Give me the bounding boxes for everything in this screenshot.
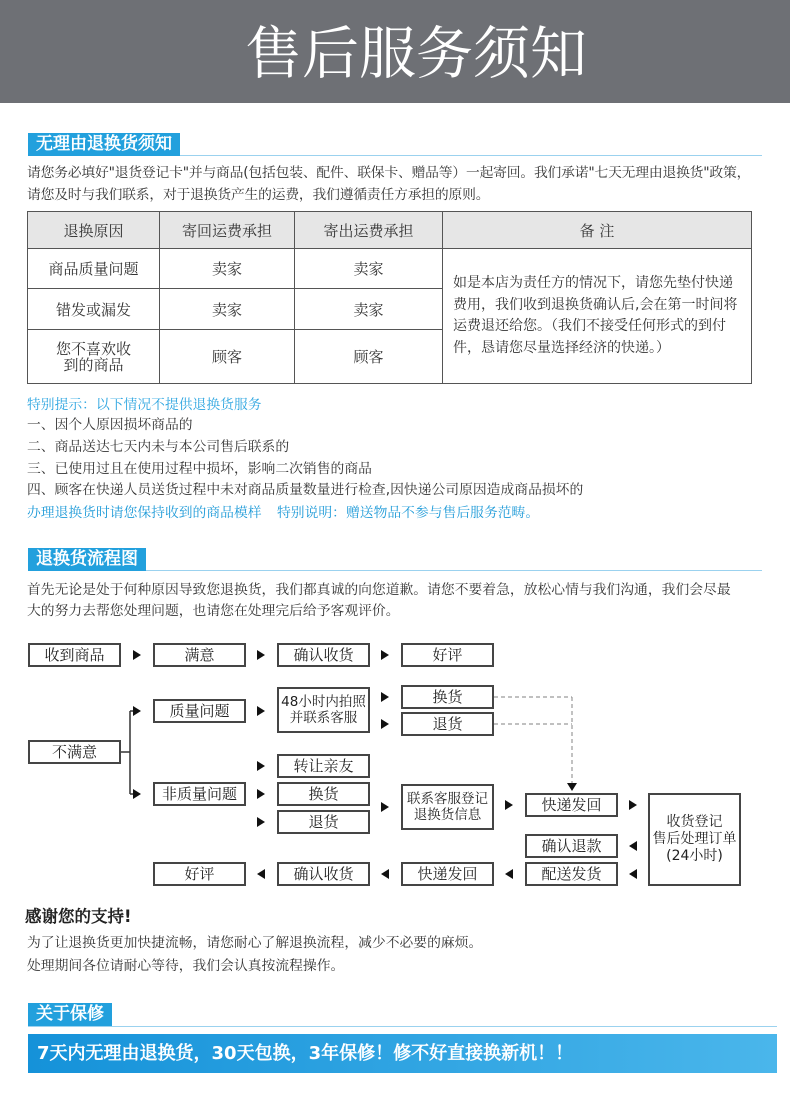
note-line: 费用，我们收到退换货确认后,会在第一时间将: [453, 296, 738, 313]
table-row: [28, 249, 752, 289]
arrow-left-icon: [629, 841, 637, 851]
page-title: 售后服务须知: [245, 21, 587, 87]
arrow-right-icon: [257, 789, 265, 799]
shipping-cost-table: [27, 211, 752, 384]
table-cell-reason: 商品质量问题: [28, 249, 160, 289]
flow-step-good-review: 好评: [401, 643, 494, 667]
table-header-cell: 退换原因: [28, 212, 160, 249]
note-line: 如是本店为责任方的情况下，请您先垫付快递: [453, 275, 733, 291]
table-header-row: [28, 212, 752, 249]
arrow-right-icon: [133, 650, 141, 660]
flow-step-exchange: 换货: [401, 685, 494, 709]
flow-step-confirm-receipt: 确认收货: [277, 643, 370, 667]
note-line: 件，恳请您尽量选择经济的快递。）: [453, 339, 670, 356]
arrow-left-icon: [505, 869, 513, 879]
arrow-right-icon: [257, 761, 265, 771]
flow-step-confirm-refund: 确认退款: [525, 834, 618, 858]
arrow-right-icon: [381, 692, 389, 702]
note-line: 运费退还给您。（我们不接受任何形式的到付: [453, 318, 726, 334]
arrow-left-icon: [381, 869, 389, 879]
flow-step-photo-contact: 48小时内拍照 并联系客服: [277, 687, 370, 733]
dashed-connector: [494, 697, 572, 784]
table-header-cell: 寄出运费承担: [295, 212, 443, 249]
flow-step-satisfied: 满意: [153, 643, 246, 667]
arrow-right-icon: [133, 706, 141, 716]
notice-item: 二、商品送达七天内未与本公司售后联系的: [27, 439, 290, 455]
table-cell-return-shipping: 卖家: [160, 289, 295, 330]
table-cell-note: [443, 249, 752, 384]
thanks-title: 感谢您的支持!: [25, 907, 132, 926]
arrow-right-icon: [629, 800, 637, 810]
notice-title: 特别提示：以下情况不提供退换货服务: [27, 397, 262, 413]
arrow-right-icon: [257, 706, 265, 716]
flow-step-return: 退货: [401, 712, 494, 736]
bracket-connector: [121, 711, 133, 794]
arrow-right-icon: [505, 800, 513, 810]
arrow-left-icon: [629, 869, 637, 879]
notice-footer: 办理退换货时请您保持收到的商品模样: [27, 505, 262, 521]
flow-step-return-2: 退货: [277, 810, 370, 834]
process-intro-text: 大的努力去帮您处理问题，也请您在处理完后给予客观评价。: [27, 603, 400, 619]
flow-step-ship-out: 配送发货: [525, 862, 618, 886]
table-cell-reason: 您不喜欢收 到的商品: [28, 330, 160, 384]
arrow-right-icon: [257, 650, 265, 660]
header-banner: [0, 0, 790, 103]
table-header-cell: 备 注: [443, 212, 752, 249]
arrow-right-icon: [381, 719, 389, 729]
flow-step-register-process: 收货登记 售后处理订单 (24小时): [648, 793, 741, 886]
flow-step-good-review-2: 好评: [153, 862, 246, 886]
arrow-left-icon: [257, 869, 265, 879]
thanks-text: 为了让退换货更加快捷流畅，请您耐心了解退换流程，减少不必要的麻烦。: [27, 935, 483, 951]
intro-text: 请您务必填好"退货登记卡"并与商品(包括包装、配件、联保卡、赠品等）一起寄回。我们承诺"七天无理由退换货"政策，: [27, 165, 751, 181]
flow-step-received: 收到商品: [28, 643, 121, 667]
notice-item: 一、因个人原因损坏商品的: [27, 417, 193, 433]
arrow-right-icon: [381, 650, 389, 660]
warranty-banner: 7天内无理由退换货，30天包换，3年保修！修不好直接换新机！！: [28, 1034, 777, 1073]
notice-item: 三、已使用过且在使用过程中损坏，影响二次销售的商品: [27, 461, 372, 477]
notice-footer-special: 特别说明：赠送物品不参与售后服务范畴。: [277, 505, 540, 521]
table-cell-outbound-shipping: 卖家: [295, 289, 443, 330]
section-label-warranty: 关于保修: [28, 1003, 112, 1026]
flow-step-exchange-2: 换货: [277, 782, 370, 806]
flow-step-confirm-receipt-2: 确认收货: [277, 862, 370, 886]
flow-step-transfer-to-friend: 转让亲友: [277, 754, 370, 778]
arrow-right-icon: [257, 817, 265, 827]
arrow-down-icon: [567, 783, 577, 791]
table-cell-outbound-shipping: 顾客: [295, 330, 443, 384]
flow-step-quality-issue: 质量问题: [153, 699, 246, 723]
table-cell-reason: 错发或漏发: [28, 289, 160, 330]
flow-step-unsatisfied: 不满意: [28, 740, 121, 764]
table-cell-return-shipping: 卖家: [160, 249, 295, 289]
table-cell-return-shipping: 顾客: [160, 330, 295, 384]
thanks-text: 处理期间各位请耐心等待，我们会认真按流程操作。: [27, 958, 345, 974]
section-divider: [28, 1026, 777, 1027]
arrow-right-icon: [381, 802, 389, 812]
section-label-return-policy: 无理由退换货须知: [28, 133, 180, 156]
flow-step-non-quality-issue: 非质量问题: [153, 782, 246, 806]
flow-step-register-info: 联系客服登记 退换货信息: [401, 784, 494, 830]
notice-item: 四、顾客在快递人员送货过程中未对商品质量数量进行检查,因快递公司原因造成商品损坏的: [27, 482, 584, 498]
table-header-cell: 寄回运费承担: [160, 212, 295, 249]
table-cell-outbound-shipping: 卖家: [295, 249, 443, 289]
intro-text: 请您及时与我们联系，对于退换货产生的运费，我们遵循责任方承担的原则。: [27, 187, 490, 203]
flow-step-ship-back-2: 快递发回: [401, 862, 494, 886]
section-label-process: 退换货流程图: [28, 548, 146, 571]
process-intro-text: 首先无论是处于何种原因导致您退换货，我们都真诚的向您道歉。请您不要着急，放松心情与我们沟通，我们会尽最: [27, 582, 731, 598]
arrow-right-icon: [133, 789, 141, 799]
flow-step-ship-back: 快递发回: [525, 793, 618, 817]
